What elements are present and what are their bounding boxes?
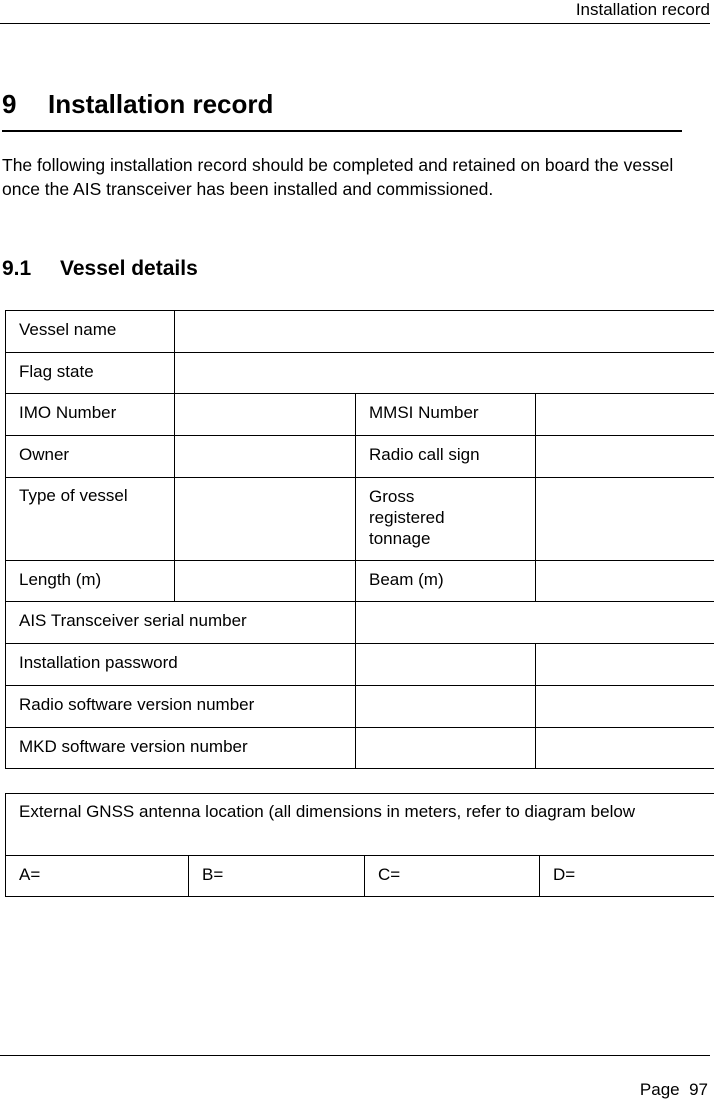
mmsi-number-label: MMSI Number <box>356 394 536 436</box>
subsection-title: Vessel details <box>60 257 198 280</box>
flag-state-label: Flag state <box>6 352 175 394</box>
owner-label: Owner <box>6 436 175 478</box>
beam-label: Beam (m) <box>356 560 536 602</box>
radio-software-version-extra-field[interactable] <box>536 685 714 727</box>
ais-serial-label: AIS Transceiver serial number <box>6 602 356 644</box>
table-row <box>6 727 714 769</box>
table-row <box>6 856 714 897</box>
dimension-b-field[interactable]: B= <box>189 856 365 897</box>
table-row <box>6 352 714 394</box>
table-row <box>6 685 714 727</box>
vessel-name-field[interactable] <box>175 311 714 353</box>
table-row <box>6 602 714 644</box>
running-header: Installation record <box>575 0 710 19</box>
radio-software-version-field[interactable] <box>356 685 536 727</box>
radio-call-sign-field[interactable] <box>536 436 714 478</box>
header-rule <box>0 23 710 24</box>
type-of-vessel-label: Type of vessel <box>6 477 175 560</box>
subsection-number: 9.1 <box>2 257 32 280</box>
table-row <box>6 311 714 353</box>
section-number: 9 <box>2 89 17 119</box>
installation-password-extra-field[interactable] <box>536 644 714 686</box>
imo-number-field[interactable] <box>175 394 356 436</box>
gross-registered-tonnage-field[interactable] <box>536 477 714 560</box>
gross-registered-tonnage-label: Gross registered tonnage <box>356 477 536 560</box>
type-of-vessel-field[interactable] <box>175 477 356 560</box>
footer-rule <box>0 1055 710 1056</box>
vessel-name-label: Vessel name <box>6 311 175 353</box>
installation-password-label: Installation password <box>6 644 356 686</box>
dimension-a-field[interactable]: A= <box>6 856 189 897</box>
installation-password-field[interactable] <box>356 644 536 686</box>
length-field[interactable] <box>175 560 356 602</box>
ais-serial-field[interactable] <box>356 602 714 644</box>
length-label: Length (m) <box>6 560 175 602</box>
table-row <box>6 394 714 436</box>
page-footer <box>640 1080 708 1100</box>
mmsi-number-field[interactable] <box>536 394 714 436</box>
table-row <box>6 436 714 478</box>
section-rule <box>2 130 682 132</box>
gnss-antenna-heading: External GNSS antenna location (all dimensions in meters, refer to diagram below <box>6 794 714 856</box>
table-row <box>6 477 714 560</box>
radio-software-version-label: Radio software version number <box>6 685 356 727</box>
flag-state-field[interactable] <box>175 352 714 394</box>
imo-number-label: IMO Number <box>6 394 175 436</box>
subsection-heading <box>2 255 198 283</box>
owner-field[interactable] <box>175 436 356 478</box>
section-title: Installation record <box>48 89 274 119</box>
page-label: Page <box>639 1080 680 1099</box>
beam-field[interactable] <box>536 560 714 602</box>
dimension-c-field[interactable]: C= <box>365 856 540 897</box>
page-number: 97 <box>689 1080 708 1099</box>
dimension-d-field[interactable]: D= <box>540 856 714 897</box>
vessel-details-table <box>5 310 714 769</box>
gnss-antenna-table <box>5 793 714 897</box>
table-row <box>6 794 714 856</box>
section-heading <box>2 87 273 121</box>
mkd-software-version-field[interactable] <box>356 727 536 769</box>
mkd-software-version-label: MKD software version number <box>6 727 356 769</box>
radio-call-sign-label: Radio call sign <box>356 436 536 478</box>
table-row <box>6 560 714 602</box>
table-row <box>6 644 714 686</box>
mkd-software-version-extra-field[interactable] <box>536 727 714 769</box>
intro-paragraph: The following installation record should be completed and retained on board the vessel once the AIS transceiver has been installed and commissioned. <box>2 155 674 199</box>
